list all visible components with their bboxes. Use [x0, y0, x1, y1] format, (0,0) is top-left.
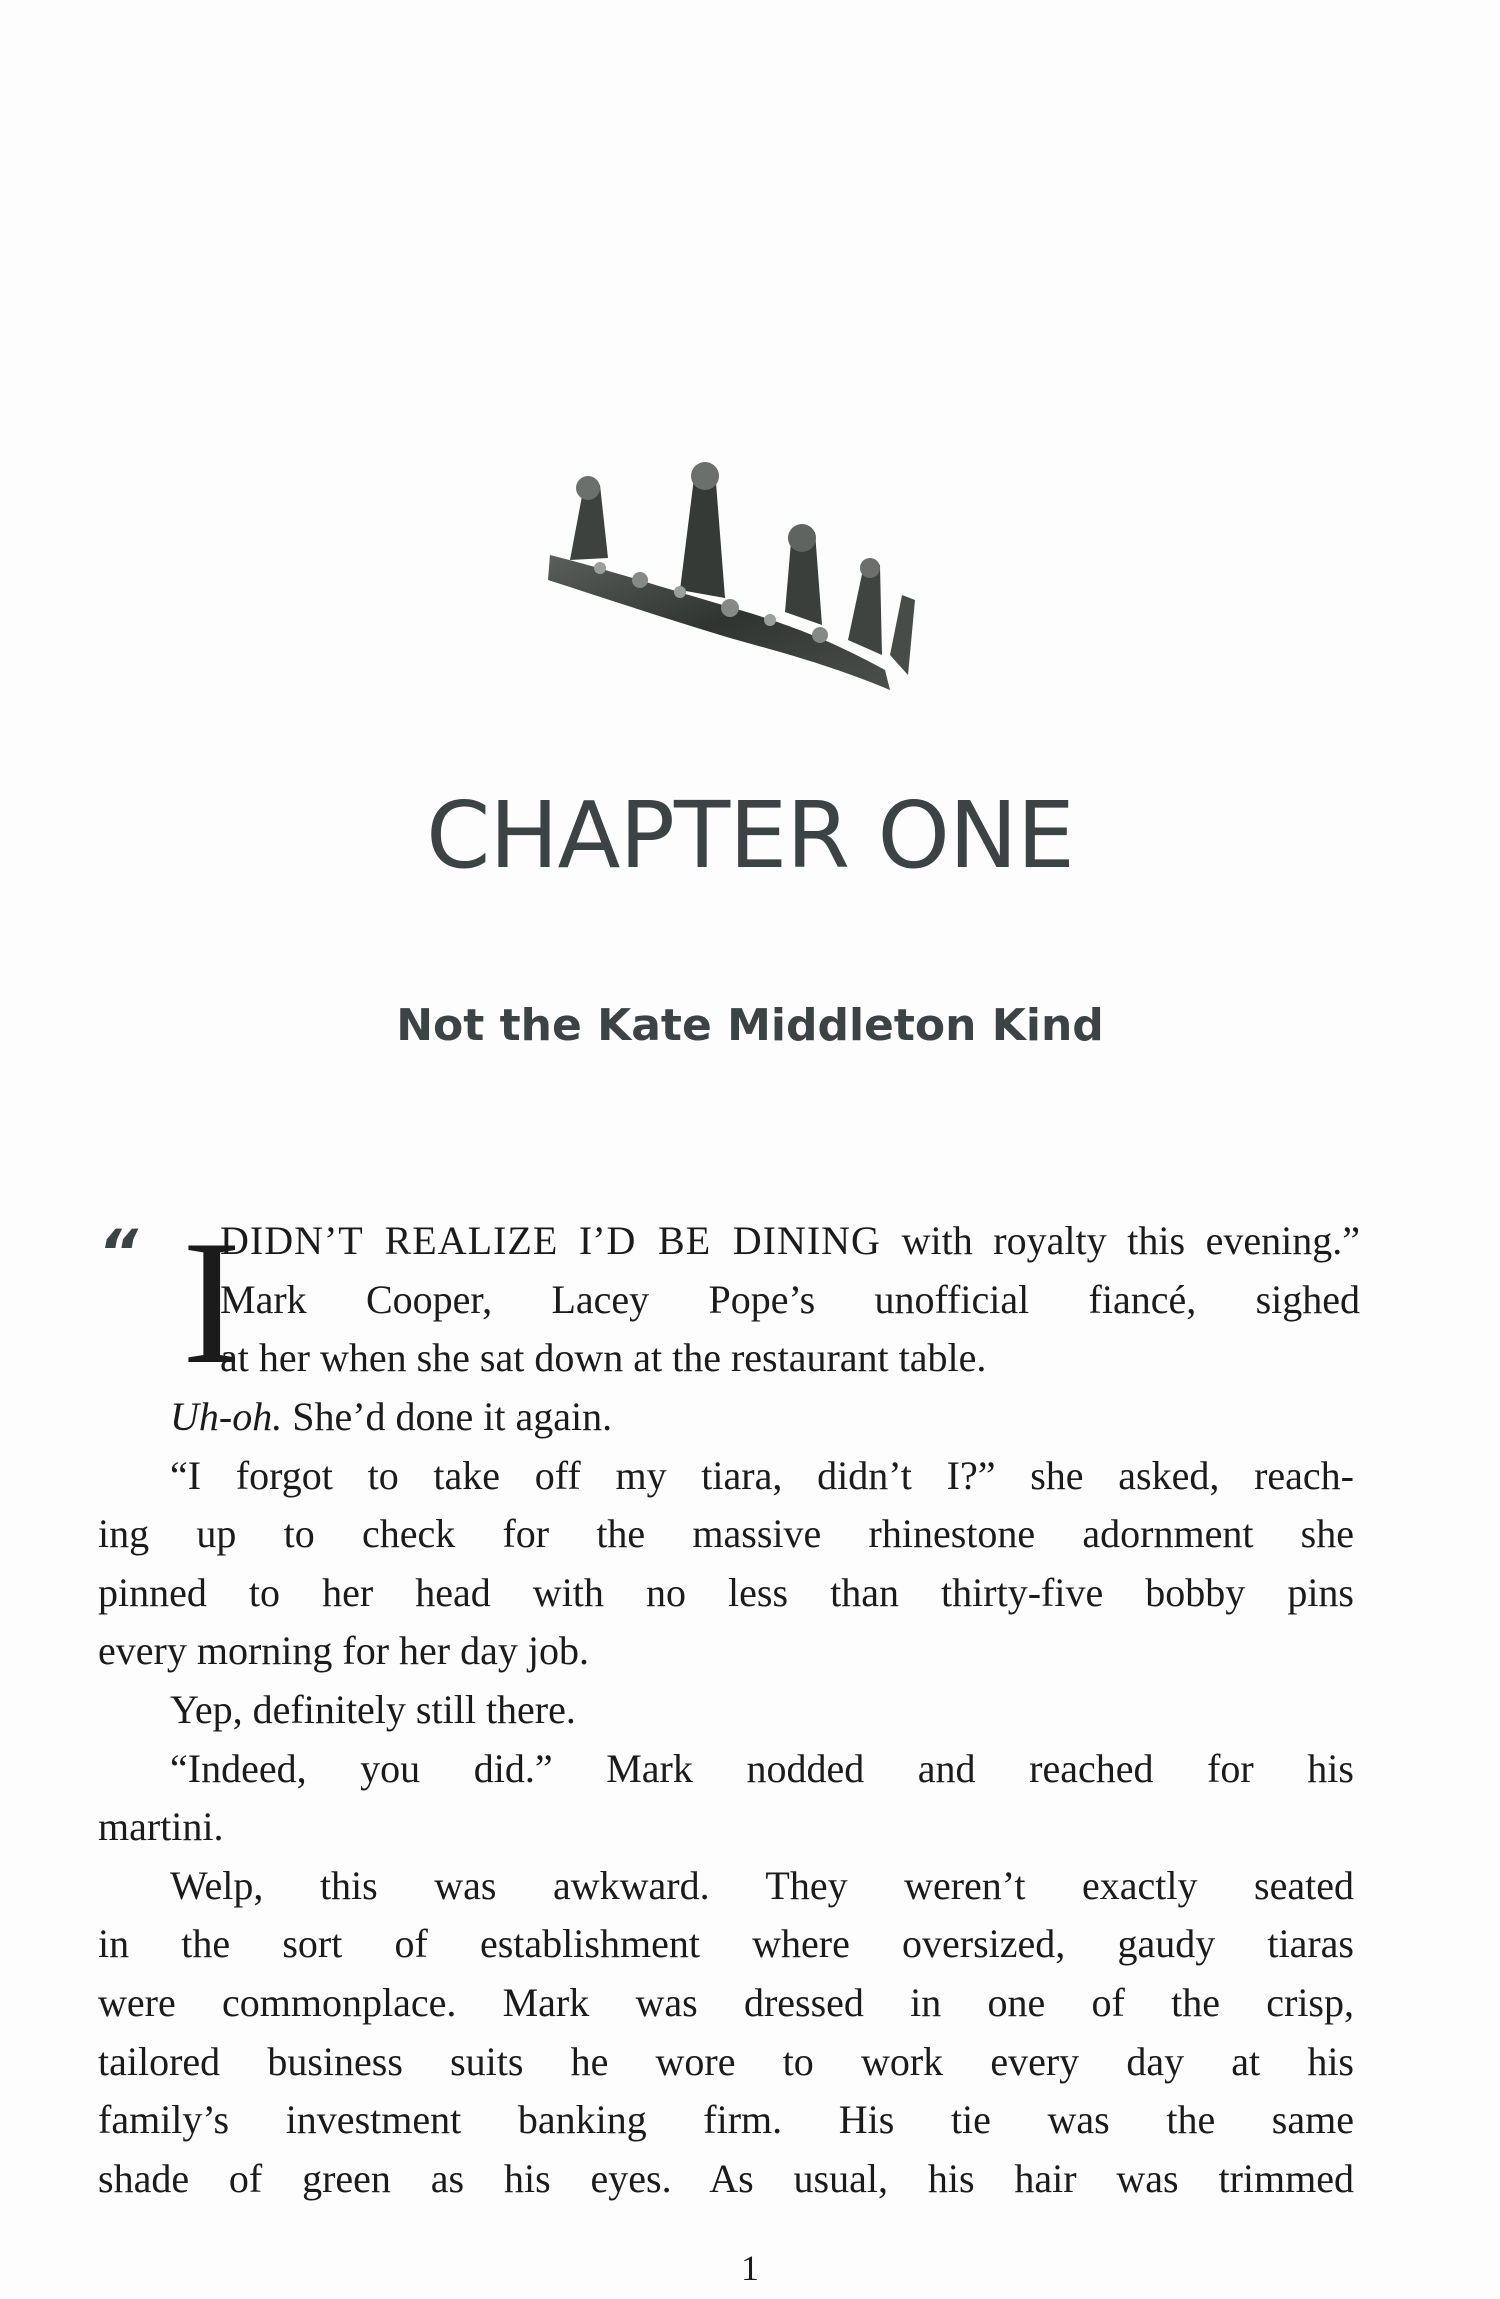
opening-line-2: Mark Cooper, Lacey Pope’s unofficial fiancé, sighed — [220, 1276, 1360, 1322]
smallcaps-lead: DIDN’T REALIZE — [220, 1218, 559, 1263]
body-line: every morning for her day job. — [98, 1628, 589, 1674]
body-line: “I forgot to take off my tiara, didn’t I?” she asked, reach- — [170, 1452, 1354, 1498]
body-line — [98, 1388, 1354, 1447]
chapter-subtitle: Not the Kate Middleton Kind — [396, 1000, 1104, 1051]
opening-line-3: at her when she sat down at the restaurant table. — [220, 1335, 987, 1381]
body-line: Welp, this was awkward. They weren’t exactly seated — [170, 1862, 1354, 1908]
opening-paragraph — [98, 1203, 1361, 1401]
body-line: pinned to her head with no less than thirty-five bobby pins — [98, 1569, 1354, 1615]
body-line: martini. — [98, 1804, 224, 1850]
body-line-italic: Uh-oh. — [170, 1394, 283, 1439]
body-line: shade of green as his eyes. As usual, his hair was trimmed — [98, 2155, 1354, 2201]
body-line-rest: She’d done it again. — [282, 1394, 613, 1439]
tiara-crown-illustration — [530, 440, 930, 710]
body-line: in the sort of establishment where oversized, gaudy tiaras — [98, 1921, 1354, 1967]
body-line: Yep, definitely still there. — [170, 1686, 576, 1732]
opening-quote-mark: “ — [98, 1216, 138, 1289]
body-line: “Indeed, you did.” Mark nodded and reached for his — [170, 1745, 1354, 1791]
smallcaps-lead-2: ’D BE DINING — [592, 1218, 881, 1263]
opening-line-1 — [220, 1212, 1360, 1271]
body-line: family’s investment banking firm. His tie was the same — [98, 2097, 1354, 2143]
body-line: tailored business suits he wore to work every day at his — [98, 2038, 1354, 2084]
opening-line-1-i: I — [578, 1218, 593, 1263]
body-line: ing up to check for the massive rhinestone adornment she — [98, 1511, 1354, 1557]
opening-line-1-rest: with royalty this evening.” — [901, 1218, 1361, 1263]
body-line: were commonplace. Mark was dressed in one of the crisp, — [98, 1979, 1354, 2025]
chapter-title: CHAPTER ONE — [426, 782, 1074, 889]
body-text — [98, 1388, 1354, 2208]
page-number: 1 — [741, 2248, 759, 2288]
drop-cap: I — [182, 1203, 242, 1401]
